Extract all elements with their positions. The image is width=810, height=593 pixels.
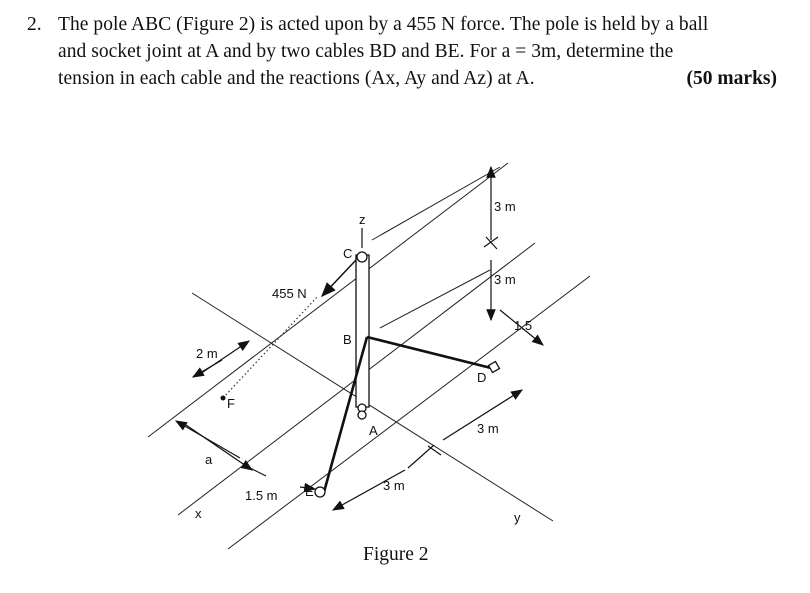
label-point-c: C — [343, 246, 353, 261]
label-dim-1-5m: 1.5 m — [245, 488, 278, 503]
cables — [324, 337, 491, 492]
label-dim-3m-top: 3 m — [494, 199, 516, 214]
label-y-axis: y — [514, 510, 521, 525]
label-dim-2m: 2 m — [196, 346, 218, 361]
figure-caption: Figure 2 — [363, 544, 429, 565]
label-force: 455 N — [272, 286, 307, 301]
problem-number: 2. — [27, 14, 42, 35]
label-dim-3m-mid: 3 m — [494, 272, 516, 287]
problem-line-2: and socket joint at A and by two cables BD and BE. For a = 3m, determine the — [58, 41, 674, 62]
label-dim-3m-right: 3 m — [477, 421, 499, 436]
support-e — [315, 487, 325, 497]
label-dim-1-5-right: 1.5 — [514, 318, 533, 333]
cable-bd — [367, 337, 491, 368]
label-point-f: F — [227, 396, 235, 411]
problem-line-3: tension in each cable and the reactions (Ax, Ay and Az) at A. — [58, 68, 535, 89]
marks-label: (50 marks) — [686, 68, 777, 89]
problem-line-1: The pole ABC (Figure 2) is acted upon by a 455 N force. The pole is held by a ball — [58, 14, 709, 35]
pole-abc — [356, 228, 369, 419]
point-f-dot — [221, 396, 226, 401]
label-dim-3m-bottom: 3 m — [383, 478, 405, 493]
label-point-d: D — [477, 370, 487, 385]
support-d — [489, 362, 500, 373]
dotted-line-f — [223, 296, 318, 398]
label-point-a: A — [369, 423, 378, 438]
force-arrow — [322, 260, 356, 296]
label-z-axis: z — [359, 212, 366, 227]
label-point-e: E — [305, 484, 314, 499]
label-x-axis: x — [195, 506, 202, 521]
label-point-b: B — [343, 332, 352, 347]
label-dim-a: a — [205, 452, 213, 467]
